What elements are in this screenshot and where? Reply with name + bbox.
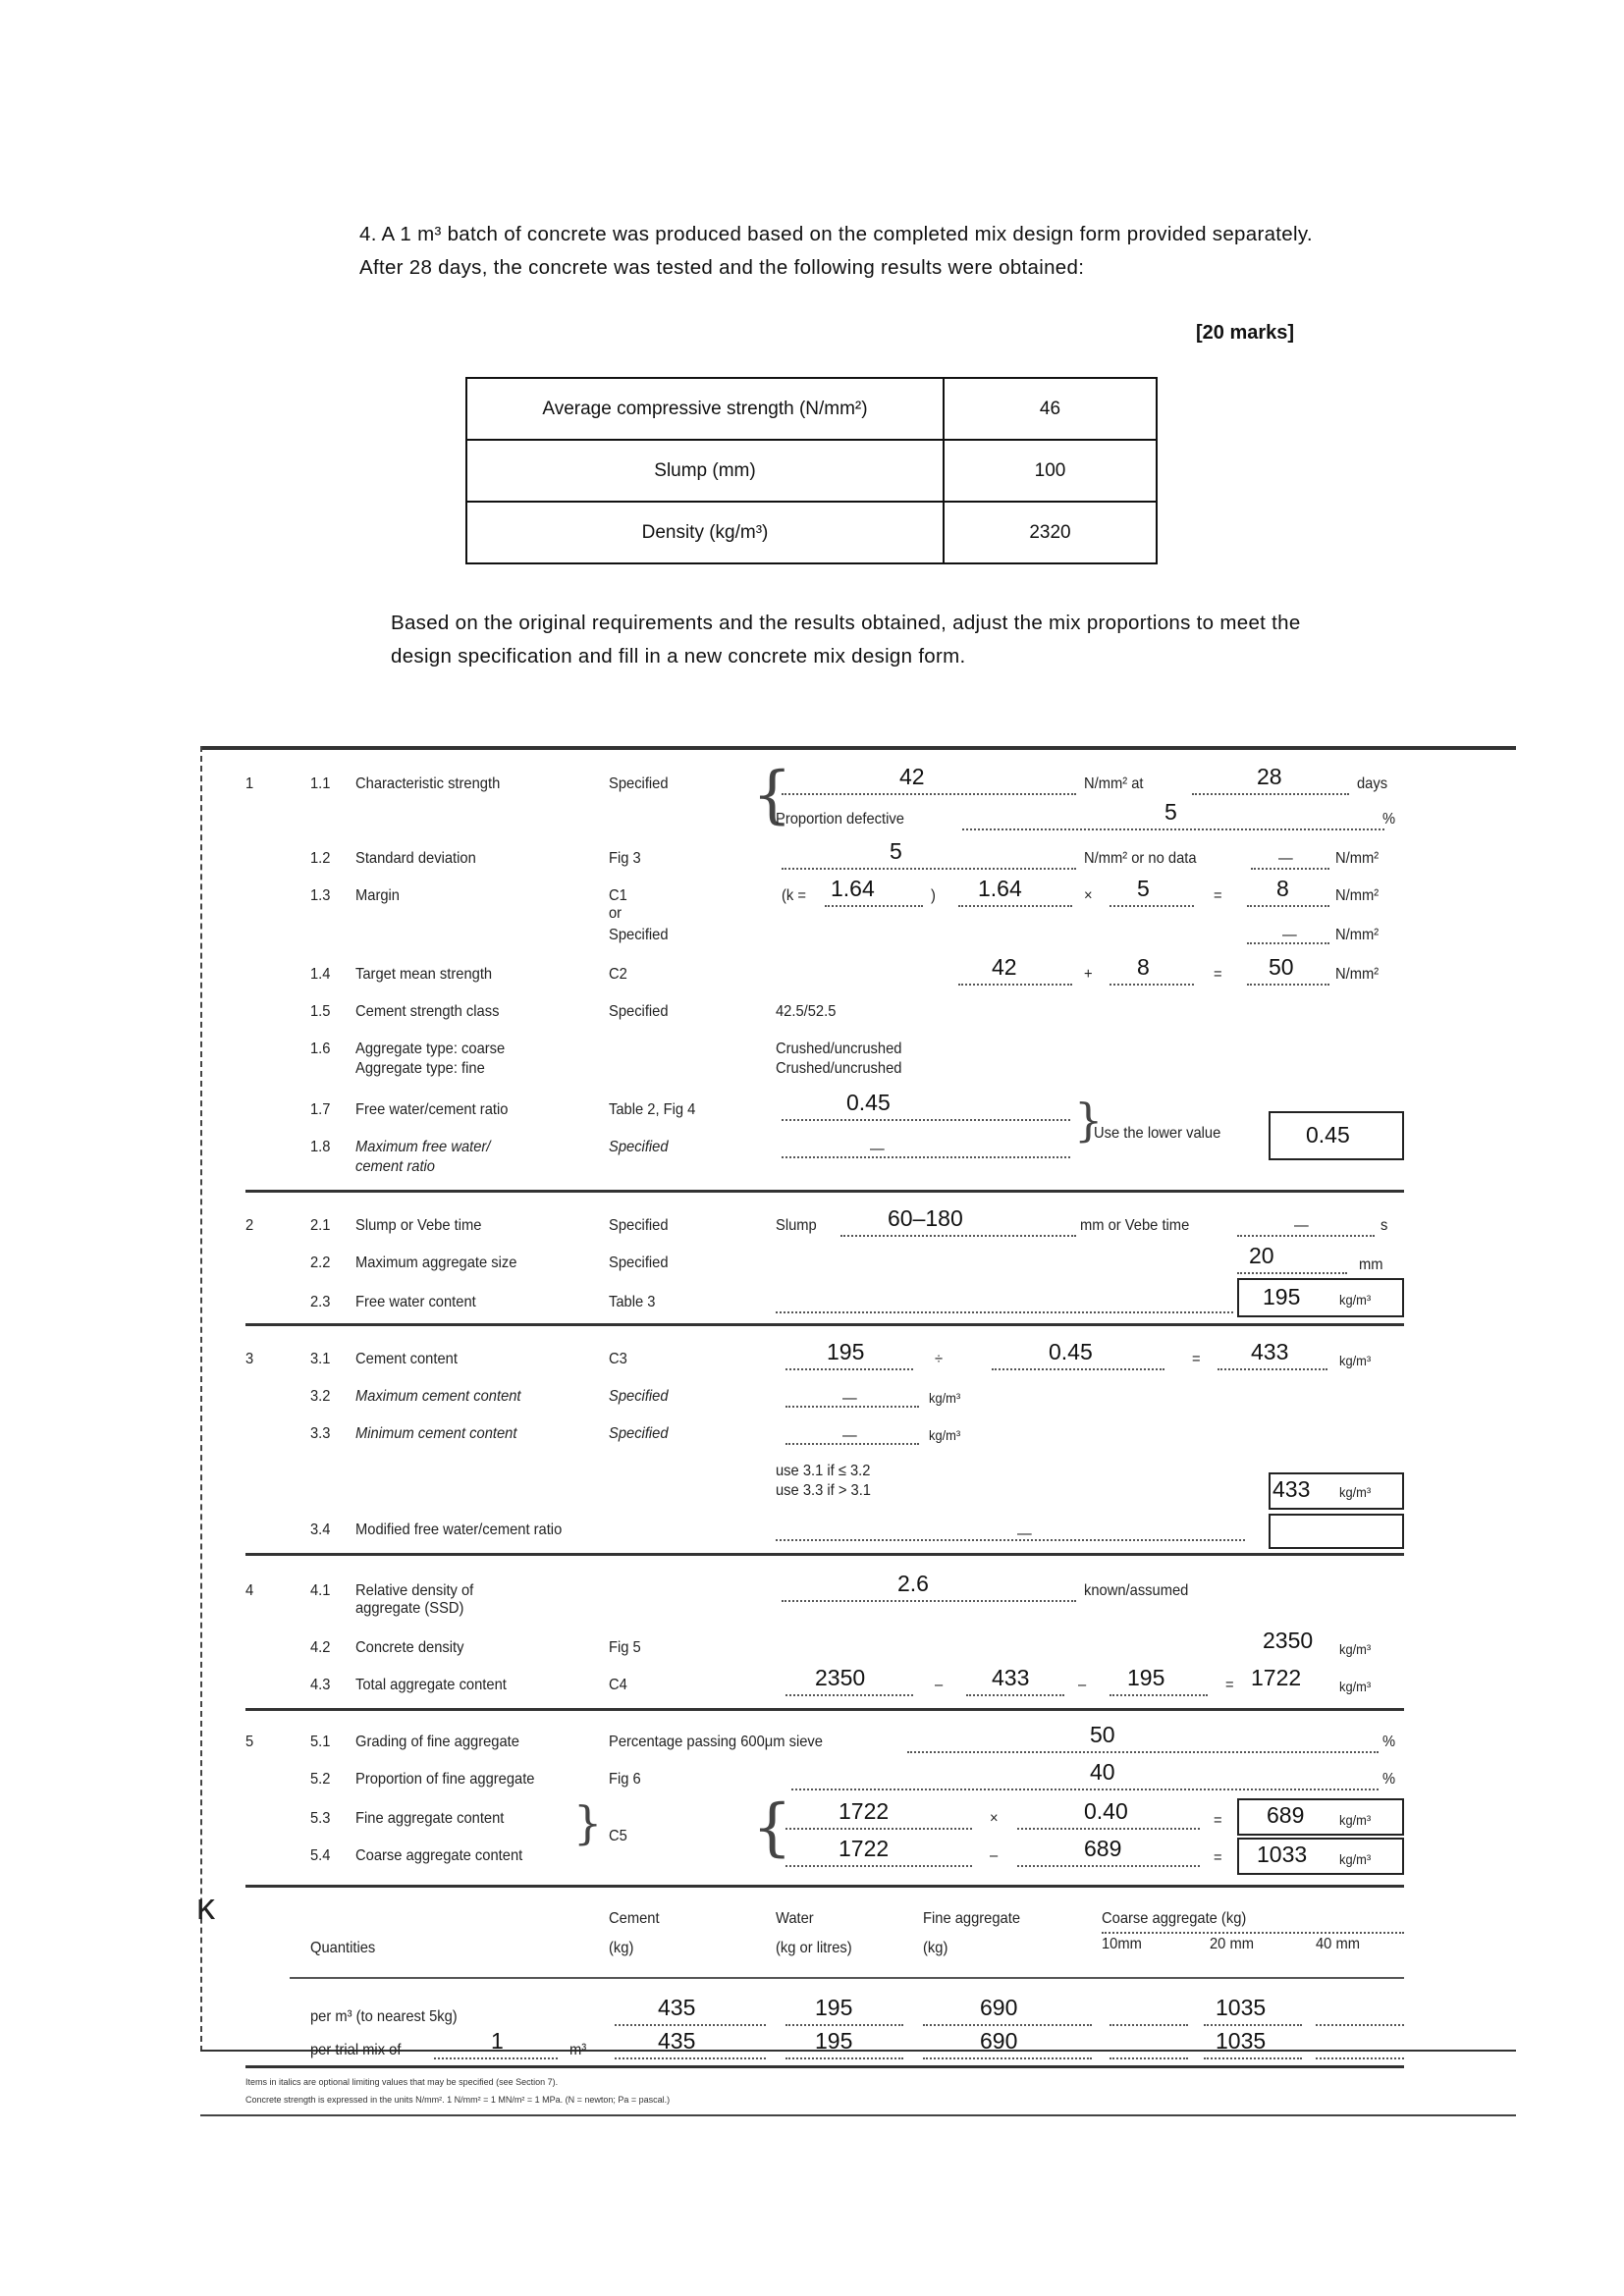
row-number: 1.8	[310, 1139, 331, 1155]
unit: mm or Vebe time	[1080, 1217, 1190, 1234]
unit: days	[1357, 775, 1388, 792]
unit: N/mm²	[1335, 887, 1380, 904]
prop-fine-value: 40	[1090, 1759, 1115, 1785]
row-number: 3.4	[310, 1522, 331, 1538]
fill-line	[782, 1156, 1070, 1158]
trial-volume-value: 1	[491, 2028, 504, 2054]
unit: kg/m³	[1339, 1353, 1372, 1368]
fill-line	[966, 1694, 1064, 1696]
row-number: 3.3	[310, 1425, 331, 1442]
column-header: (kg)	[609, 1940, 634, 1956]
unit: kg/m³	[1339, 1679, 1372, 1694]
row-reference: C4	[609, 1677, 627, 1693]
row-number: 1.3	[310, 887, 331, 904]
row-reference: Table 3	[609, 1294, 656, 1310]
equals-sign: =	[1225, 1677, 1234, 1693]
column-header: Cement	[609, 1910, 660, 1927]
wc-final-value: 0.45	[1306, 1122, 1350, 1148]
std-dev-value: 5	[890, 838, 902, 864]
row-number: 3.2	[310, 1388, 331, 1405]
section-divider	[245, 1885, 1404, 1888]
margin-sd-value: 5	[1137, 876, 1150, 901]
free-water-value: 195	[1263, 1284, 1301, 1309]
row-number: 2.1	[310, 1217, 331, 1234]
row-number: 5.2	[310, 1771, 331, 1788]
fill-line	[1110, 984, 1194, 986]
k-label: (k =	[782, 887, 806, 904]
section-divider	[245, 1190, 1404, 1193]
no-data-value: —	[1278, 850, 1293, 867]
cc-water-value: 195	[827, 1339, 865, 1364]
qty-coarse20-trial: 1035	[1216, 2028, 1267, 2054]
aggregate-coarse-type: Crushed/uncrushed	[776, 1041, 902, 1057]
brace: }	[573, 1796, 603, 1849]
table-row	[466, 440, 1157, 502]
row-label: Concrete density	[355, 1639, 464, 1656]
fill-line	[1192, 793, 1349, 795]
row-reference: C1	[609, 887, 627, 904]
fill-line	[907, 1751, 1379, 1753]
fill-line	[1017, 1828, 1200, 1830]
unit: kg/m³	[1339, 1292, 1372, 1308]
row-number: 4.3	[310, 1677, 331, 1693]
fill-line	[1017, 1865, 1200, 1867]
fill-line	[840, 1235, 1076, 1237]
equals-sign: =	[1214, 1849, 1222, 1866]
fill-line	[1237, 1235, 1375, 1237]
section-divider	[245, 2065, 1404, 2068]
conc-density-value: 2350	[1263, 1628, 1314, 1653]
row-label: Modified free water/cement ratio	[355, 1522, 563, 1538]
unit: kg/m³	[1339, 1812, 1372, 1828]
row-reference: Specified	[609, 1388, 669, 1405]
cc-result-value: 433	[1251, 1339, 1289, 1364]
slump-label: Slump	[776, 1217, 817, 1234]
brace: }	[1074, 1094, 1104, 1147]
quantities-title: Quantities	[310, 1940, 376, 1956]
fill-line	[1110, 2057, 1188, 2059]
row-label: Grading of fine aggregate	[355, 1734, 519, 1750]
marks-label: [20 marks]	[1196, 322, 1295, 344]
aggregate-fine-type: Crushed/uncrushed	[776, 1060, 902, 1077]
row-number: 1.2	[310, 850, 331, 867]
row-label: Maximum aggregate size	[355, 1255, 517, 1271]
unit: N/mm²	[1335, 850, 1380, 867]
fill-line	[958, 984, 1072, 986]
fill-line	[782, 1119, 1070, 1121]
days-value: 28	[1257, 764, 1282, 789]
fill-line	[615, 2057, 766, 2059]
use-rule: use 3.1 if ≤ 3.2	[776, 1463, 871, 1479]
qty-water-m3: 195	[815, 1995, 853, 2020]
row-label: aggregate (SSD)	[355, 1600, 464, 1617]
row-label: cement ratio	[355, 1158, 436, 1175]
row-reference: Specified	[609, 1139, 669, 1155]
ca-result-value: 1033	[1257, 1842, 1308, 1867]
row-number: 5.1	[310, 1734, 331, 1750]
row-reference: Specified	[609, 1217, 669, 1234]
instruction-paragraph: Based on the original requirements and the results obtained, adjust the mix proportions to meet the design specification and fill in a new concrete mix design form.	[391, 612, 1301, 667]
column-header: Fine aggregate	[923, 1910, 1021, 1927]
row-number: 1.6	[310, 1041, 331, 1057]
k-value: 1.64	[831, 876, 875, 901]
minus-sign: –	[1078, 1677, 1087, 1693]
results-table	[465, 377, 1158, 564]
row-reference: Percentage passing 600μm sieve	[609, 1734, 823, 1750]
unit: s	[1380, 1217, 1388, 1234]
row-label: Target mean strength	[355, 966, 493, 983]
fill-line	[785, 1828, 972, 1830]
section-divider	[245, 1708, 1404, 1711]
slump-value: 60–180	[888, 1205, 963, 1231]
tms-b-value: 8	[1137, 954, 1150, 980]
fill-line	[434, 2057, 558, 2059]
fill-line	[776, 1311, 1233, 1313]
fill-line	[776, 1539, 1245, 1541]
fill-line	[785, 1865, 972, 1867]
row-label: Minimum cement content	[355, 1425, 517, 1442]
rel-density-value: 2.6	[897, 1571, 929, 1596]
times-sign: ×	[1084, 887, 1093, 904]
qty-water-trial: 195	[815, 2028, 853, 2054]
plus-sign: +	[1084, 966, 1093, 983]
fill-line	[923, 2057, 1092, 2059]
row-label: Relative density of	[355, 1582, 474, 1599]
row-number: 4.2	[310, 1639, 331, 1656]
fill-line	[785, 2057, 903, 2059]
row-label: Maximum free water/	[355, 1139, 491, 1155]
ca-b-value: 689	[1084, 1836, 1122, 1861]
fill-line	[1251, 868, 1329, 870]
column-header: 40 mm	[1316, 1936, 1360, 1952]
equals-sign: =	[1192, 1351, 1201, 1367]
margin-specified-value: —	[1282, 927, 1297, 943]
page-bottom-rule	[200, 2114, 1516, 2116]
row-label: Free water content	[355, 1294, 476, 1310]
close-paren: )	[931, 887, 936, 904]
unit: kg/m³	[929, 1427, 961, 1443]
column-header: (kg or litres)	[776, 1940, 852, 1956]
row-reference: Specified	[609, 1425, 669, 1442]
fill-line	[1110, 2024, 1188, 2026]
row-label: per trial mix of	[310, 2042, 402, 2058]
section-number: 1	[245, 775, 254, 792]
unit: N/mm²	[1335, 927, 1380, 943]
fill-line	[958, 905, 1072, 907]
fill-line	[785, 2024, 903, 2026]
row-reference: Specified	[609, 775, 669, 792]
times-sign: ×	[990, 1810, 999, 1827]
property-cell: Density (kg/m³)	[466, 502, 944, 563]
fill-line	[791, 1789, 1379, 1790]
row-label: Cement strength class	[355, 1003, 500, 1020]
mod-wc-value: —	[1017, 1525, 1032, 1542]
div-sign: ÷	[935, 1351, 944, 1367]
ta-result-value: 1722	[1251, 1665, 1302, 1690]
min-cc-value: —	[842, 1427, 857, 1444]
unit: mm	[1359, 1256, 1383, 1273]
cement-class: 42.5/52.5	[776, 1003, 837, 1020]
row-number: 3.1	[310, 1351, 331, 1367]
ta-b-value: 433	[992, 1665, 1030, 1690]
value-cell: 46	[944, 378, 1157, 440]
value-cell: 100	[944, 440, 1157, 502]
max-cc-value: —	[842, 1390, 857, 1407]
row-label: Aggregate type: coarse	[355, 1041, 506, 1057]
row-label: Proportion of fine aggregate	[355, 1771, 535, 1788]
form-top-border	[200, 746, 1516, 750]
table-row	[466, 378, 1157, 440]
section-number: 2	[245, 1217, 254, 1234]
fill-line	[923, 2024, 1092, 2026]
qty-coarse20-m3: 1035	[1216, 1995, 1267, 2020]
footnote: Items in italics are optional limiting values that may be specified (see Section 7).	[245, 2077, 559, 2087]
footnote: Concrete strength is expressed in the units N/mm². 1 N/mm² = 1 MN/m² = 1 MPa. (N = newton; Pa = pascal.)	[245, 2095, 671, 2105]
fill-line	[1247, 984, 1329, 986]
equals-sign: =	[1214, 966, 1222, 983]
fill-line	[615, 2024, 766, 2026]
vebe-value: —	[1294, 1217, 1309, 1234]
row-label: Slump or Vebe time	[355, 1217, 482, 1234]
brace: {	[752, 759, 792, 831]
unit: kg/m³	[1339, 1484, 1372, 1500]
row-number: 1.1	[310, 775, 331, 792]
fa-result-box	[1237, 1798, 1404, 1836]
fill-line	[992, 1368, 1164, 1370]
max-wc-value: —	[870, 1141, 885, 1157]
unit: kg/m³	[1339, 1851, 1372, 1867]
ta-c-value: 195	[1127, 1665, 1165, 1690]
row-reference: Specified	[609, 1003, 669, 1020]
table-row	[466, 502, 1157, 563]
fill-line	[785, 1694, 913, 1696]
fill-line	[782, 793, 1076, 795]
row-reference: Fig 6	[609, 1771, 641, 1788]
fill-line	[1247, 905, 1329, 907]
proportion-defective-value: 5	[1164, 799, 1177, 825]
row-number: 2.3	[310, 1294, 331, 1310]
row-reference: Table 2, Fig 4	[609, 1101, 696, 1118]
column-header: 20 mm	[1210, 1936, 1254, 1952]
column-header: Coarse aggregate (kg)	[1102, 1910, 1247, 1927]
row-number: 5.4	[310, 1847, 331, 1864]
row-reference: Fig 5	[609, 1639, 641, 1656]
section-number: 3	[245, 1351, 254, 1367]
row-label: Margin	[355, 887, 400, 904]
unit: N/mm² or no data	[1084, 850, 1197, 867]
column-header: 10mm	[1102, 1936, 1142, 1952]
row-label: Standard deviation	[355, 850, 476, 867]
fill-line	[1237, 1272, 1347, 1274]
cc-wc-value: 0.45	[1049, 1339, 1093, 1364]
fill-line	[1316, 2024, 1404, 2026]
value-cell: 2320	[944, 502, 1157, 563]
row-reference: Fig 3	[609, 850, 641, 867]
fill-line	[1204, 2024, 1302, 2026]
row-label: Proportion defective	[776, 811, 904, 828]
fa-b-value: 0.40	[1084, 1798, 1128, 1824]
fill-line	[1204, 2057, 1302, 2059]
char-strength-value: 42	[899, 764, 925, 789]
fill-line	[782, 868, 1076, 870]
row-reference: C2	[609, 966, 627, 983]
unit: m³	[569, 2042, 587, 2058]
section-number: 5	[245, 1734, 254, 1750]
row-label: Aggregate type: fine	[355, 1060, 485, 1077]
row-label: Characteristic strength	[355, 775, 501, 792]
pct-600-value: 50	[1090, 1722, 1115, 1747]
row-label: Maximum cement content	[355, 1388, 521, 1405]
row-label: per m³ (to nearest 5kg)	[310, 2008, 458, 2025]
row-label: Total aggregate content	[355, 1677, 507, 1693]
row-reference: C5	[609, 1828, 627, 1844]
row-number: 1.5	[310, 1003, 331, 1020]
margin-k-value: 1.64	[978, 876, 1022, 901]
form-left-border	[200, 746, 202, 2052]
row-number: 1.4	[310, 966, 331, 983]
equals-sign: =	[1214, 887, 1222, 904]
unit: kg/m³	[1339, 1641, 1372, 1657]
row-label: Fine aggregate content	[355, 1810, 505, 1827]
fill-line	[825, 905, 923, 907]
row-reference: Specified	[609, 1255, 669, 1271]
property-cell: Slump (mm)	[466, 440, 944, 502]
qty-cement-trial: 435	[658, 2028, 696, 2054]
minus-sign: –	[935, 1677, 944, 1693]
row-reference: Specified	[609, 927, 669, 943]
minus-sign: –	[990, 1847, 999, 1864]
unit: N/mm²	[1335, 966, 1380, 983]
row-number: 5.3	[310, 1810, 331, 1827]
section-divider	[290, 1977, 1404, 1979]
unit: kg/m³	[929, 1390, 961, 1406]
section-number: 4	[245, 1582, 254, 1599]
use-lower-note: Use the lower value	[1094, 1125, 1221, 1142]
section-divider	[245, 1323, 1404, 1326]
fill-line	[1110, 905, 1194, 907]
unit: %	[1382, 1771, 1396, 1788]
brace: {	[752, 1791, 792, 1864]
ca-a-value: 1722	[839, 1836, 890, 1861]
section-divider	[245, 1553, 1404, 1556]
unit: %	[1382, 1734, 1396, 1750]
column-header: Water	[776, 1910, 814, 1927]
fill-line	[1110, 1694, 1208, 1696]
qty-fine-trial: 690	[980, 2028, 1018, 2054]
fill-line	[1218, 1368, 1327, 1370]
row-number: 1.7	[310, 1101, 331, 1118]
page-mark: ĸ	[196, 1887, 215, 1928]
cc-final-value: 433	[1272, 1476, 1311, 1502]
wc-ratio-value: 0.45	[846, 1090, 891, 1115]
fill-line	[782, 1600, 1076, 1602]
fill-line	[785, 1368, 913, 1370]
tms-a-value: 42	[992, 954, 1017, 980]
row-label: Cement content	[355, 1351, 458, 1367]
fa-result-value: 689	[1267, 1802, 1305, 1828]
row-reference: C3	[609, 1351, 627, 1367]
column-header: (kg)	[923, 1940, 948, 1956]
question-paragraph: 4. A 1 m³ batch of concrete was produced based on the completed mix design form provided separately. After 28 days, the concrete was tested and the following results were obtained:	[359, 223, 1313, 279]
row-reference: or	[609, 905, 623, 922]
row-number: 4.1	[310, 1582, 331, 1599]
fill-line	[1102, 1932, 1404, 1934]
ta-a-value: 2350	[815, 1665, 866, 1690]
qty-cement-m3: 435	[658, 1995, 696, 2020]
use-rule: use 3.3 if > 3.1	[776, 1482, 871, 1499]
property-cell: Average compressive strength (N/mm²)	[466, 378, 944, 440]
unit: N/mm² at	[1084, 775, 1144, 792]
row-number: 2.2	[310, 1255, 331, 1271]
fill-line	[1316, 2057, 1404, 2059]
max-agg-value: 20	[1249, 1243, 1274, 1268]
row-label: Free water/cement ratio	[355, 1101, 509, 1118]
margin-result-value: 8	[1276, 876, 1289, 901]
row-label: Coarse aggregate content	[355, 1847, 523, 1864]
known-assumed: known/assumed	[1084, 1582, 1189, 1599]
unit: %	[1382, 811, 1396, 828]
mod-wc-box	[1269, 1514, 1404, 1549]
qty-fine-m3: 690	[980, 1995, 1018, 2020]
tms-result-value: 50	[1269, 954, 1294, 980]
fill-line	[962, 828, 1384, 830]
equals-sign: =	[1214, 1812, 1222, 1829]
fa-a-value: 1722	[839, 1798, 890, 1824]
